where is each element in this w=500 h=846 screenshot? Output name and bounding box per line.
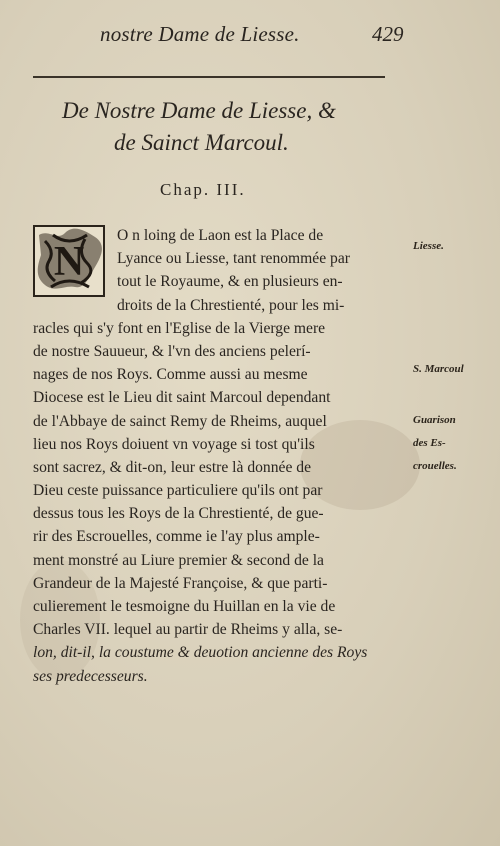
body-line: Charles VII. lequel au partir de Rheims y alla, se- <box>33 621 343 639</box>
chapter-title-line-2: de Sainct Marcoul. <box>114 130 289 155</box>
body-line: droits de la Chrestienté, pour les mi- <box>117 296 345 314</box>
margin-note-guarison-2: des Es- <box>413 437 446 449</box>
body-line: de l'Abbaye de sainct Remy de Rheims, auquel <box>33 412 327 430</box>
chapter-title-line-1: De Nostre Dame de Liesse, & <box>62 98 336 123</box>
margin-note-marcoul: S. Marcoul <box>413 363 464 375</box>
running-head: nostre Dame de Liesse. <box>100 22 300 46</box>
body-line: lieu nos Roys doiuent vn voyage si tost qu'ils <box>33 435 315 453</box>
chapter-title <box>62 95 402 159</box>
body-line: ment monstré au Liure premier & second de la <box>33 551 324 569</box>
body-line: tout le Royaume, & en plusieurs en- <box>117 273 343 291</box>
header-rule <box>33 76 385 78</box>
body-line: sont sacrez, & dit-on, leur estre là donnée de <box>33 458 311 476</box>
margin-note-liesse: Liesse. <box>413 240 444 252</box>
body-line: ses predecesseurs. <box>33 667 148 685</box>
body-line: lon, dit-il, la coustume & deuotion ancienne des Roys <box>33 644 368 662</box>
page-number: 429 <box>372 22 404 46</box>
body-line: culierement le tesmoigne du Huillan en la vie de <box>33 598 336 615</box>
body-line: Dieu ceste puissance particuliere qu'ils ont par <box>33 482 323 500</box>
body-text <box>33 224 411 688</box>
body-line: racles qui s'y font en l'Eglise de la Vierge mere <box>33 319 326 337</box>
body-line: Grandeur de la Majesté Françoise, & que parti- <box>33 574 328 592</box>
body-line: rir des Escrouelles, comme ie l'ay plus ample- <box>33 528 320 546</box>
margin-note-guarison-1: Guarison <box>413 414 456 426</box>
body-line: nages de nos Roys. Comme aussi au mesme <box>33 366 308 384</box>
margin-note-guarison-3: crouelles. <box>413 460 457 472</box>
chapter-number: Chap. III. <box>160 180 246 199</box>
body-line: O n loing de Laon est la Place de <box>117 227 324 244</box>
body-line: Lyance ou Liesse, tant renommée par <box>117 250 350 268</box>
body-line: de nostre Sauueur, & l'vn des anciens pelerí- <box>33 342 311 360</box>
initial-letter: N <box>53 239 85 285</box>
body-line: Diocese est le Lieu dit saint Marcoul dependant <box>33 389 331 407</box>
body-line: dessus tous les Roys de la Chrestienté, de gue- <box>33 505 324 523</box>
